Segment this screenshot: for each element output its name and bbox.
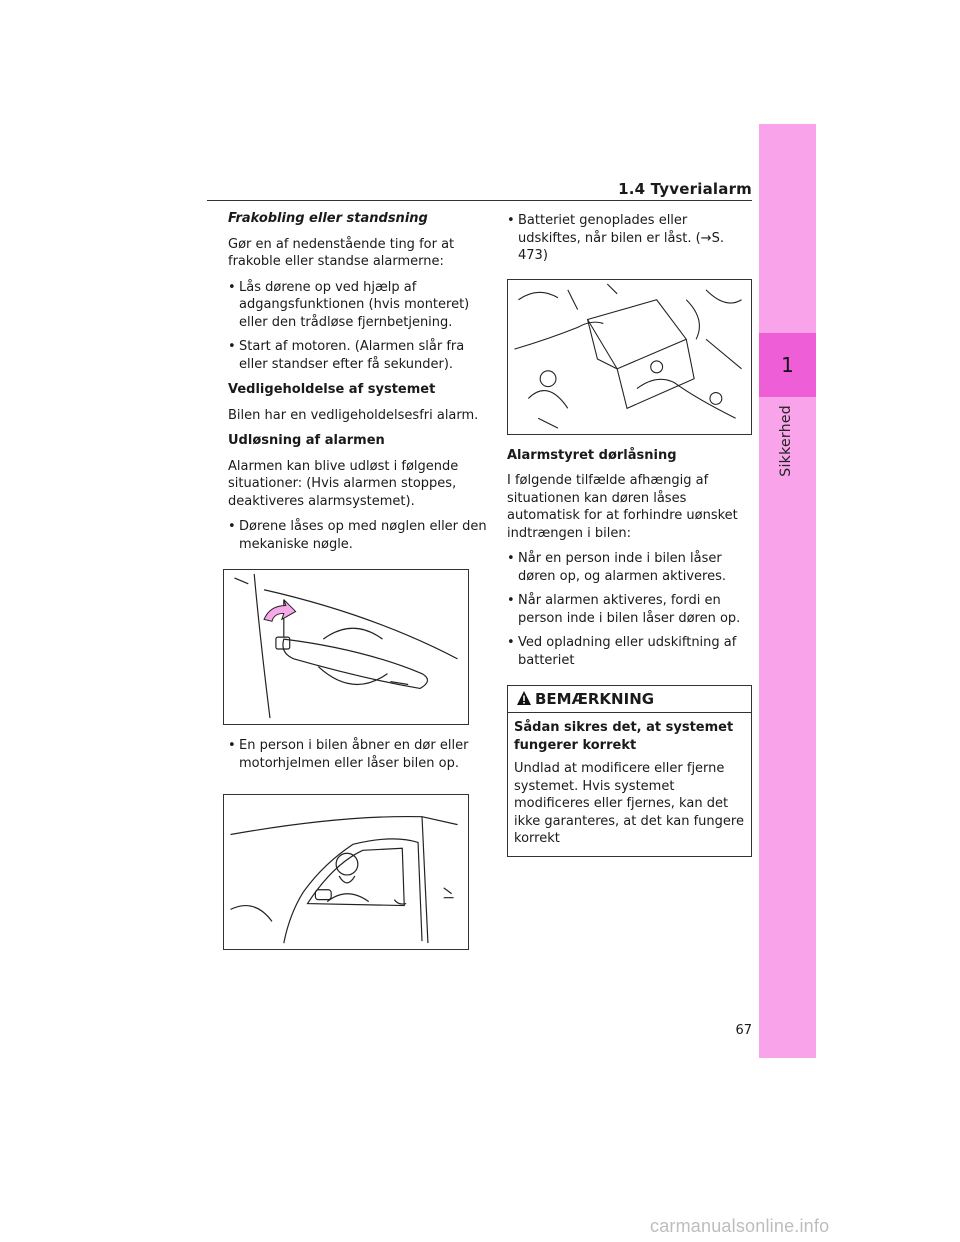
list-item: • Når en person inde i bilen låser døren op, og alarmen aktiveres. — [507, 550, 752, 585]
heading-triggering: Udløsning af alarmen — [228, 433, 385, 448]
list-item: • Lås dørene op ved hjælp af adgangsfunktionen (hvis monteret) eller den trådløse fjernbetjening. — [228, 279, 490, 332]
list-item: • Når alarmen aktiveres, fordi en person inde i bilen låser døren op. — [507, 592, 752, 627]
chapter-side-tab — [759, 124, 816, 1058]
watermark: carmanualsonline.info — [650, 1216, 830, 1236]
bullet-list-triggers — [228, 518, 490, 553]
notice-subtitle: Sådan sikres det, at systemet fungerer korrekt — [514, 720, 734, 753]
chapter-number: 1 — [759, 333, 816, 397]
bullet-list-disarm — [228, 279, 490, 374]
bullet-list-triggers-2 — [228, 737, 490, 772]
list-item: • Ved opladning eller udskiftning af batteriet — [507, 634, 752, 669]
notice-body — [508, 713, 751, 856]
notice-text: Undlad at modificere eller fjerne systemet. Hvis systemet modificeres eller fjernes, kan det ikke garanteres, at det kan fungere korrekt — [514, 761, 744, 846]
section-title: 1.4 Tyverialarm — [618, 180, 752, 198]
door-handle-illustration — [223, 569, 469, 725]
person-in-car-illustration — [223, 794, 469, 950]
list-item: • Batteriet genoplades eller udskiftes, når bilen er låst. (→S. 473) — [507, 212, 752, 265]
paragraph-triggering: Alarmen kan blive udløst i følgende situationer: (Hvis alarmen stoppes, deaktiveres alarmsystemet). — [228, 458, 459, 509]
person-in-car-drawing — [224, 795, 468, 949]
page-number: 67 — [735, 1023, 752, 1038]
bullet-list-alarm-lock — [507, 550, 752, 669]
paragraph-disarm: Gør en af nedenstående ting for at frakoble eller standse alarmerne: — [228, 236, 455, 269]
warning-icon — [516, 688, 532, 714]
battery-drawing — [508, 280, 751, 434]
right-column — [507, 212, 752, 857]
paragraph-maintenance: Bilen har en vedligeholdelsesfri alarm. — [228, 407, 479, 423]
heading-alarm-lock: Alarmstyret dørlåsning — [507, 447, 677, 463]
list-item: • Dørene låses op med nøglen eller den mekaniske nøgle. — [228, 518, 490, 553]
left-column — [228, 210, 490, 962]
bullet-list-battery — [507, 212, 752, 265]
battery-illustration — [507, 279, 752, 435]
chapter-label: Sikkerhed — [778, 405, 794, 477]
list-item: • En person i bilen åbner en dør eller motorhjelmen eller låser bilen op. — [228, 737, 490, 772]
notice-title: BEMÆRKNING — [535, 690, 655, 708]
paragraph-alarm-lock: I følgende tilfælde afhængig af situationen kan døren låses automatisk for at forhindre uønsket indtrængen i bilen: — [507, 473, 738, 541]
heading-disarm: Frakobling eller standsning — [228, 211, 428, 226]
list-item: • Start af motoren. (Alarmen slår fra eller standser efter få sekunder). — [228, 338, 490, 373]
header-divider — [207, 200, 752, 201]
notice-header — [508, 686, 751, 713]
heading-maintenance: Vedligeholdelse af systemet — [228, 382, 436, 397]
door-handle-drawing — [224, 570, 468, 724]
notice-box — [507, 685, 752, 857]
